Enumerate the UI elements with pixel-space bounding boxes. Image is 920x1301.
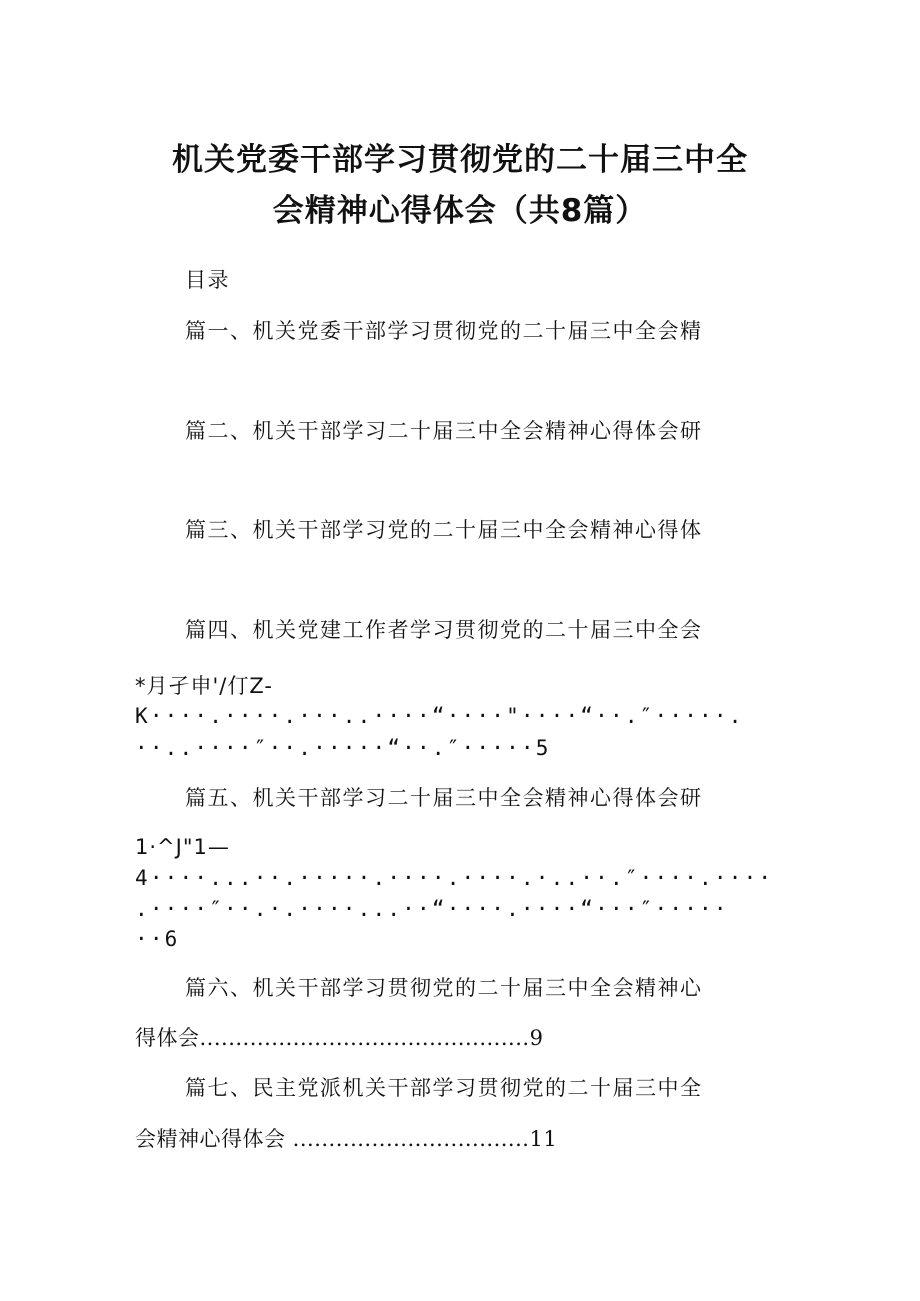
toc-entry-6[interactable]: 篇六、机关干部学习贯彻党的二十届三中全会精神心 (185, 976, 703, 1000)
toc-entry-3[interactable]: 篇三、机关干部学习党的二十届三中全会精神心得体 (185, 518, 703, 542)
toc-entry-4[interactable]: 篇四、机关党建工作者学习贯彻党的二十届三中全会 (185, 618, 703, 642)
garbled-line: *月孑申'/仃Z- (135, 674, 273, 698)
toc-heading: 目录 (185, 268, 230, 292)
document-title-line-1: 机关党委干部学习贯彻党的二十届三中全 (172, 142, 748, 178)
toc-entry-7[interactable]: 篇七、民主党派机关干部学习贯彻党的二十届三中全 (185, 1076, 703, 1100)
toc-leader-line-page: ··..····″··.·····“··.″·····5 (135, 736, 551, 760)
garbled-line: 1·^J"1— (135, 835, 230, 859)
toc-entry-1[interactable]: 篇一、机关党委干部学习贯彻党的二十届三中全会精 (185, 319, 703, 343)
toc-entry-7-continuation[interactable]: 会精神心得体会 .................................11 (135, 1127, 558, 1151)
toc-entry-2[interactable]: 篇二、机关干部学习二十届三中全会精神心得体会研 (185, 419, 703, 443)
toc-entry-6-continuation[interactable]: 得体会..............................................9 (135, 1026, 544, 1050)
toc-leader-line: .····″··.·.····...··“····.····“···″····· (135, 897, 729, 921)
toc-leader-line: K····.····.···..····“····"····“··.″·····. (135, 704, 744, 728)
toc-leader-line-page: ··6 (135, 927, 180, 951)
toc-leader-line: 4····...··.·····.····.····.·..··.″····.···· (135, 866, 774, 890)
document-title-line-2: 会精神心得体会（共8篇） (272, 193, 648, 229)
toc-entry-5[interactable]: 篇五、机关干部学习二十届三中全会精神心得体会研 (185, 786, 703, 810)
